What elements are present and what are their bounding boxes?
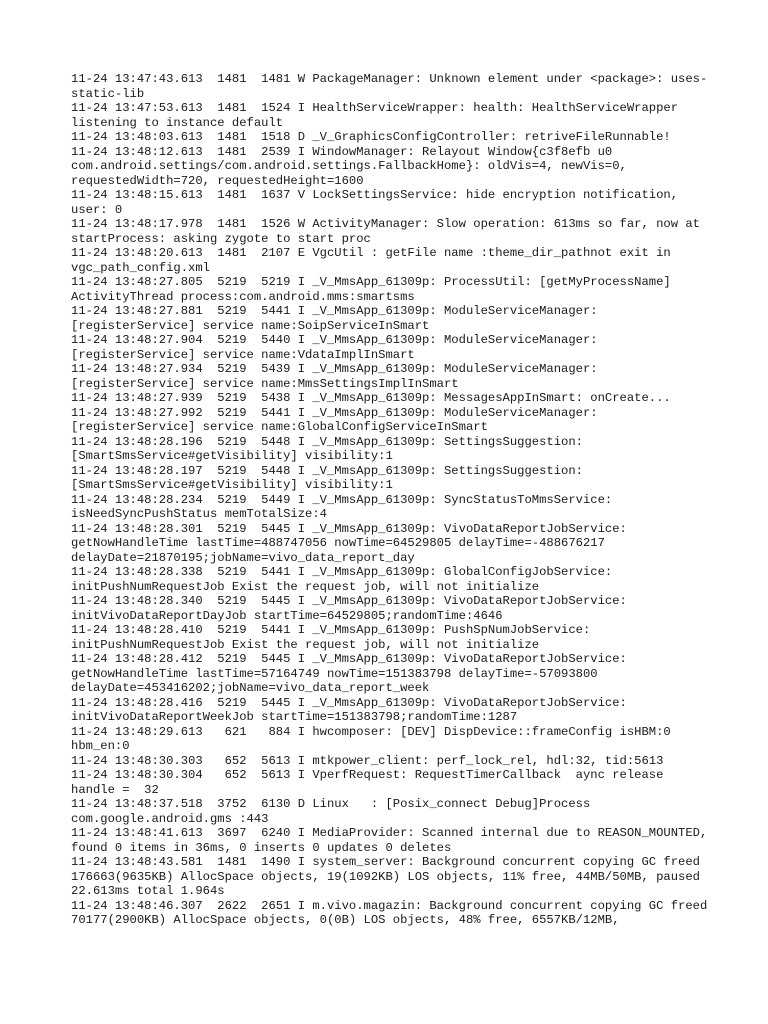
log-entry: 11-24 13:48:28.412 5219 5445 I _V_MmsApp_61309p: VivoDataReportJobService: getNowHandleTime lastTime=57164749 nowTime=151383798 delayTime=-57093800 delayDate=453416202;jobName=vivo_data_report_week — [71, 652, 635, 695]
log-entry: 11-24 13:48:27.992 5219 5441 I _V_MmsApp_61309p: ModuleServiceManager: [registerService] service name:GlobalConfigServiceInSmart — [71, 405, 605, 434]
log-entry: 11-24 13:48:03.613 1481 1518 D _V_GraphicsConfigController: retriveFileRunnable! — [71, 130, 671, 144]
log-entry: 11-24 13:48:15.613 1481 1637 V LockSettingsService: hide encryption notification, user: 0 — [71, 188, 686, 217]
log-entry: 11-24 13:48:28.416 5219 5445 I _V_MmsApp_61309p: VivoDataReportJobService: initVivoDataReportWeekJob startTime=151383798;randomTime:1287 — [71, 695, 635, 724]
log-entry: 11-24 13:48:28.410 5219 5441 I _V_MmsApp_61309p: PushSpNumJobService: initPushNumRequestJob Exist the request job, will not initialize — [71, 623, 598, 652]
log-entry: 11-24 13:48:17.978 1481 1526 W ActivityManager: Slow operation: 613ms so far, now at startProcess: asking zygote to start proc — [71, 217, 708, 246]
log-entry: 11-24 13:48:28.196 5219 5448 I _V_MmsApp_61309p: SettingsSuggestion: [SmartSmsService#getVisibility] visibility:1 — [71, 434, 591, 463]
log-entry: 11-24 13:48:30.304 652 5613 I VperfRequest: RequestTimerCallback aync release handle = 32 — [71, 768, 671, 797]
log-entry: 11-24 13:48:28.301 5219 5445 I _V_MmsApp_61309p: VivoDataReportJobService: getNowHandleTime lastTime=488747056 nowTime=64529805 delayTime=-488676217 delayDate=21870195;jobName=vivo_data_report_day — [71, 521, 635, 565]
log-document — [71, 72, 715, 928]
log-entry-list — [71, 72, 715, 928]
log-entry: 11-24 13:48:29.613 621 884 I hwcomposer: [DEV] DispDevice::frameConfig isHBM:0 hbm_en:0 — [71, 724, 679, 753]
log-entry: 11-24 13:48:28.338 5219 5441 I _V_MmsApp_61309p: GlobalConfigJobService: initPushNumRequestJob Exist the request job, will not initialize — [71, 565, 620, 594]
log-entry: 11-24 13:47:43.613 1481 1481 W PackageManager: Unknown element under <package>: uses-static-lib — [71, 72, 708, 101]
log-entry: 11-24 13:48:43.581 1481 1490 I system_server: Background concurrent copying GC freed 176663(9635KB) AllocSpace objects, 19(1092KB) LOS objects, 11% free, 44MB/50MB, paused 22.613ms total 1.964s — [71, 855, 708, 898]
log-entry: 11-24 13:48:27.934 5219 5439 I _V_MmsApp_61309p: ModuleServiceManager: [registerService] service name:MmsSettingsImplInSmart — [71, 362, 605, 391]
log-entry: 11-24 13:48:27.881 5219 5441 I _V_MmsApp_61309p: ModuleServiceManager: [registerService] service name:SoipServiceInSmart — [71, 304, 605, 333]
log-entry: 11-24 13:48:20.613 1481 2107 E VgcUtil : getFile name :theme_dir_pathnot exit in vgc_path_config.xml — [71, 246, 679, 275]
log-entry: 11-24 13:47:53.613 1481 1524 I HealthServiceWrapper: health: HealthServiceWrapper listening to instance default — [71, 101, 686, 130]
log-entry: 11-24 13:48:37.518 3752 6130 D Linux : [Posix_connect Debug]Process com.google.android.gms :443 — [71, 797, 598, 826]
log-entry: 11-24 13:48:30.303 652 5613 I mtkpower_client: perf_lock_rel, hdl:32, tid:5613 — [71, 753, 664, 768]
log-entry: 11-24 13:48:27.939 5219 5438 I _V_MmsApp_61309p: MessagesAppInSmart: onCreate... — [71, 391, 671, 405]
log-entry: 11-24 13:48:12.613 1481 2539 I WindowManager: Relayout Window{c3f8efb u0 com.android.settings/com.android.settings.FallbackHome}: oldVis=4, newVis=0, requestedWidth=720, requestedHeight=1600 — [71, 144, 635, 188]
log-entry: 11-24 13:48:46.307 2622 2651 I m.vivo.magazin: Background concurrent copying GC freed 70177(2900KB) AllocSpace objects, 0(0B) LOS objects, 48% free, 6557KB/12MB, — [71, 898, 715, 927]
log-entry: 11-24 13:48:27.805 5219 5219 I _V_MmsApp_61309p: ProcessUtil: [getMyProcessName] ActivityThread process:com.android.mms:smartsms — [71, 275, 679, 304]
log-entry: 11-24 13:48:28.340 5219 5445 I _V_MmsApp_61309p: VivoDataReportJobService: initVivoDataReportDayJob startTime=64529805;randomTime:4646 — [71, 594, 635, 623]
log-entry: 11-24 13:48:27.904 5219 5440 I _V_MmsApp_61309p: ModuleServiceManager: [registerService] service name:VdataImplInSmart — [71, 333, 605, 362]
log-entry: 11-24 13:48:28.197 5219 5448 I _V_MmsApp_61309p: SettingsSuggestion: [SmartSmsService#getVisibility] visibility:1 — [71, 463, 591, 492]
log-entry: 11-24 13:48:28.234 5219 5449 I _V_MmsApp_61309p: SyncStatusToMmsService: isNeedSyncPushStatus memTotalSize:4 — [71, 492, 620, 521]
log-entry: 11-24 13:48:41.613 3697 6240 I MediaProvider: Scanned internal due to REASON_MOUNTED, found 0 items in 36ms, 0 inserts 0 updates 0 deletes — [71, 826, 715, 855]
